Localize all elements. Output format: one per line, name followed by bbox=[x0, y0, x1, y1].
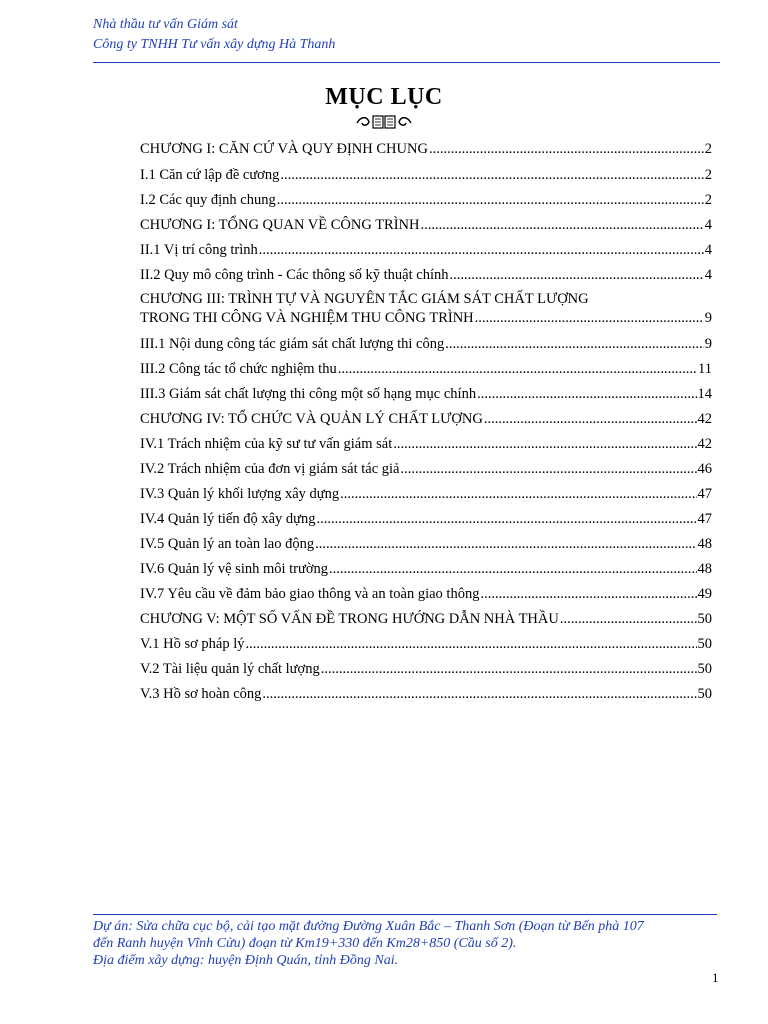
page-number: 1 bbox=[712, 970, 719, 985]
toc-entry-text: III.1 Nội dung công tác giám sát chất lượng thi công bbox=[140, 336, 445, 352]
toc-entry-text: IV.6 Quản lý vệ sinh môi trường bbox=[140, 561, 329, 577]
toc-entry[interactable] bbox=[140, 685, 712, 704]
toc-entry-text: CHƯƠNG I: TỔNG QUAN VỀ CÔNG TRÌNH bbox=[140, 217, 420, 233]
toc-leader bbox=[315, 535, 696, 554]
company-name: Công ty TNHH Tư vấn xây dựng Hà Thanh bbox=[93, 37, 336, 52]
toc-entry[interactable] bbox=[140, 585, 712, 604]
header-divider bbox=[93, 62, 720, 63]
toc-entry-text: I.1 Căn cứ lập đề cương bbox=[140, 167, 280, 183]
toc-entry-text: CHƯƠNG V: MỘT SỐ VẤN ĐỀ TRONG HƯỚNG DẪN NHÀ THẦU bbox=[140, 611, 559, 627]
toc-entry[interactable] bbox=[140, 510, 712, 529]
toc-entry-text: CHƯƠNG IV: TỔ CHỨC VÀ QUẢN LÝ CHẤT LƯỢNG bbox=[140, 411, 483, 427]
toc-entry-page: 9 bbox=[704, 310, 712, 326]
contractor-label: Nhà thầu tư vấn Giám sát bbox=[93, 17, 238, 32]
project-line: Dự án: Sửa chữa cục bộ, cải tạo mặt đường Đường Xuân Bắc – Thanh Sơn (Đoạn từ Bến phà 107 bbox=[93, 919, 644, 934]
toc-leader bbox=[277, 191, 704, 210]
page-header bbox=[93, 15, 723, 55]
toc-leader bbox=[449, 266, 703, 285]
toc-entry-page: 4 bbox=[704, 217, 712, 233]
toc-entry[interactable] bbox=[140, 140, 712, 159]
toc-entry-page: 48 bbox=[697, 536, 712, 552]
toc-leader bbox=[475, 309, 704, 328]
toc-entry[interactable] bbox=[140, 166, 712, 185]
toc-entry[interactable] bbox=[140, 290, 712, 328]
toc-entry-text: IV.7 Yêu cầu về đảm bảo giao thông và an toàn giao thông bbox=[140, 586, 480, 602]
toc-leader bbox=[280, 166, 703, 185]
footer-divider bbox=[93, 914, 717, 915]
toc-entry-text: III.3 Giám sát chất lượng thi công một số hạng mục chính bbox=[140, 386, 477, 402]
toc-entry-page: 46 bbox=[697, 461, 712, 477]
toc-entry-text: IV.5 Quản lý an toàn lao động bbox=[140, 536, 315, 552]
toc-entry[interactable] bbox=[140, 485, 712, 504]
toc-entry-text: V.3 Hồ sơ hoàn công bbox=[140, 686, 262, 702]
toc-entry[interactable] bbox=[140, 535, 712, 554]
toc-entry[interactable] bbox=[140, 385, 712, 404]
toc-entry-page: 50 bbox=[697, 636, 712, 652]
project-line-cont: đến Ranh huyện Vĩnh Cửu) đoạn từ Km19+330 đến Km28+850 (Cầu số 2). bbox=[93, 936, 517, 951]
toc-entry-page: 48 bbox=[697, 561, 712, 577]
toc-entry-text: I.2 Các quy định chung bbox=[140, 192, 276, 208]
toc-entry[interactable] bbox=[140, 335, 712, 354]
toc-entry[interactable] bbox=[140, 635, 712, 654]
toc-entry-text: IV.1 Trách nhiệm của kỹ sư tư vấn giám sát bbox=[140, 436, 393, 452]
toc-entry-text: III.2 Công tác tổ chức nghiệm thu bbox=[140, 361, 337, 377]
toc-entry-text: V.1 Hồ sơ pháp lý bbox=[140, 636, 245, 652]
toc-leader bbox=[401, 460, 697, 479]
toc-entry-page: 9 bbox=[704, 336, 712, 352]
toc-entry[interactable] bbox=[140, 660, 712, 679]
toc-leader bbox=[259, 241, 704, 260]
toc-entry[interactable] bbox=[140, 360, 712, 379]
toc-entry-page: 2 bbox=[704, 167, 712, 183]
table-of-contents bbox=[140, 138, 712, 702]
toc-leader bbox=[329, 560, 696, 579]
toc-leader bbox=[317, 510, 697, 529]
toc-entry-page: 4 bbox=[704, 242, 712, 258]
toc-entry-text-line1: CHƯƠNG III: TRÌNH TỰ VÀ NGUYÊN TẮC GIÁM SÁT CHẤT LƯỢNG bbox=[140, 291, 589, 307]
toc-leader bbox=[338, 360, 697, 379]
toc-entry-page: 11 bbox=[698, 361, 712, 377]
page-footer bbox=[93, 918, 723, 969]
toc-leader bbox=[484, 410, 697, 429]
toc-entry[interactable] bbox=[140, 435, 712, 454]
toc-leader bbox=[480, 585, 696, 604]
toc-leader bbox=[421, 216, 704, 235]
toc-entry-page: 4 bbox=[704, 267, 712, 283]
toc-leader bbox=[321, 660, 697, 679]
toc-leader bbox=[262, 685, 696, 704]
toc-entry-text: II.2 Quy mô công trình - Các thông số kỹ thuật chính bbox=[140, 267, 449, 283]
toc-entry-page: 50 bbox=[697, 661, 712, 677]
toc-entry[interactable] bbox=[140, 266, 712, 285]
toc-entry[interactable] bbox=[140, 610, 712, 629]
toc-entry-text: IV.3 Quản lý khối lượng xây dựng bbox=[140, 486, 340, 502]
toc-entry-page: 42 bbox=[697, 411, 712, 427]
toc-entry-page: 2 bbox=[704, 192, 712, 208]
toc-leader bbox=[340, 485, 696, 504]
toc-entry-page: 50 bbox=[697, 611, 712, 627]
toc-entry[interactable] bbox=[140, 560, 712, 579]
toc-leader bbox=[245, 635, 696, 654]
toc-entry-text: CHƯƠNG I: CĂN CỨ VÀ QUY ĐỊNH CHUNG bbox=[140, 141, 428, 157]
page-title: MỤC LỤC bbox=[325, 84, 443, 110]
toc-entry-text: IV.4 Quản lý tiến độ xây dựng bbox=[140, 511, 316, 527]
toc-entry[interactable] bbox=[140, 216, 712, 235]
toc-entry-page: 42 bbox=[697, 436, 712, 452]
location-line: Địa điểm xây dựng: huyện Định Quán, tỉnh Đồng Nai. bbox=[93, 953, 399, 968]
toc-entry-page: 14 bbox=[697, 386, 712, 402]
toc-entry-page: 47 bbox=[697, 511, 712, 527]
toc-entry-page: 50 bbox=[697, 686, 712, 702]
toc-entry-text: TRONG THI CÔNG VÀ NGHIỆM THU CÔNG TRÌNH bbox=[140, 310, 474, 326]
toc-leader bbox=[429, 140, 704, 159]
toc-entry-page: 47 bbox=[697, 486, 712, 502]
toc-entry[interactable] bbox=[140, 410, 712, 429]
toc-entry-page: 2 bbox=[704, 141, 712, 157]
toc-entry[interactable] bbox=[140, 460, 712, 479]
toc-leader bbox=[445, 335, 704, 354]
toc-entry[interactable] bbox=[140, 241, 712, 260]
book-ornament-icon bbox=[0, 114, 768, 135]
toc-leader bbox=[393, 435, 696, 454]
toc-leader bbox=[477, 385, 696, 404]
toc-entry-page: 49 bbox=[697, 586, 712, 602]
toc-entry-text: IV.2 Trách nhiệm của đơn vị giám sát tác giả bbox=[140, 461, 400, 477]
toc-entry[interactable] bbox=[140, 191, 712, 210]
toc-entry-text: V.2 Tài liệu quản lý chất lượng bbox=[140, 661, 320, 677]
toc-entry-text: II.1 Vị trí công trình bbox=[140, 242, 258, 258]
toc-leader bbox=[560, 610, 697, 629]
